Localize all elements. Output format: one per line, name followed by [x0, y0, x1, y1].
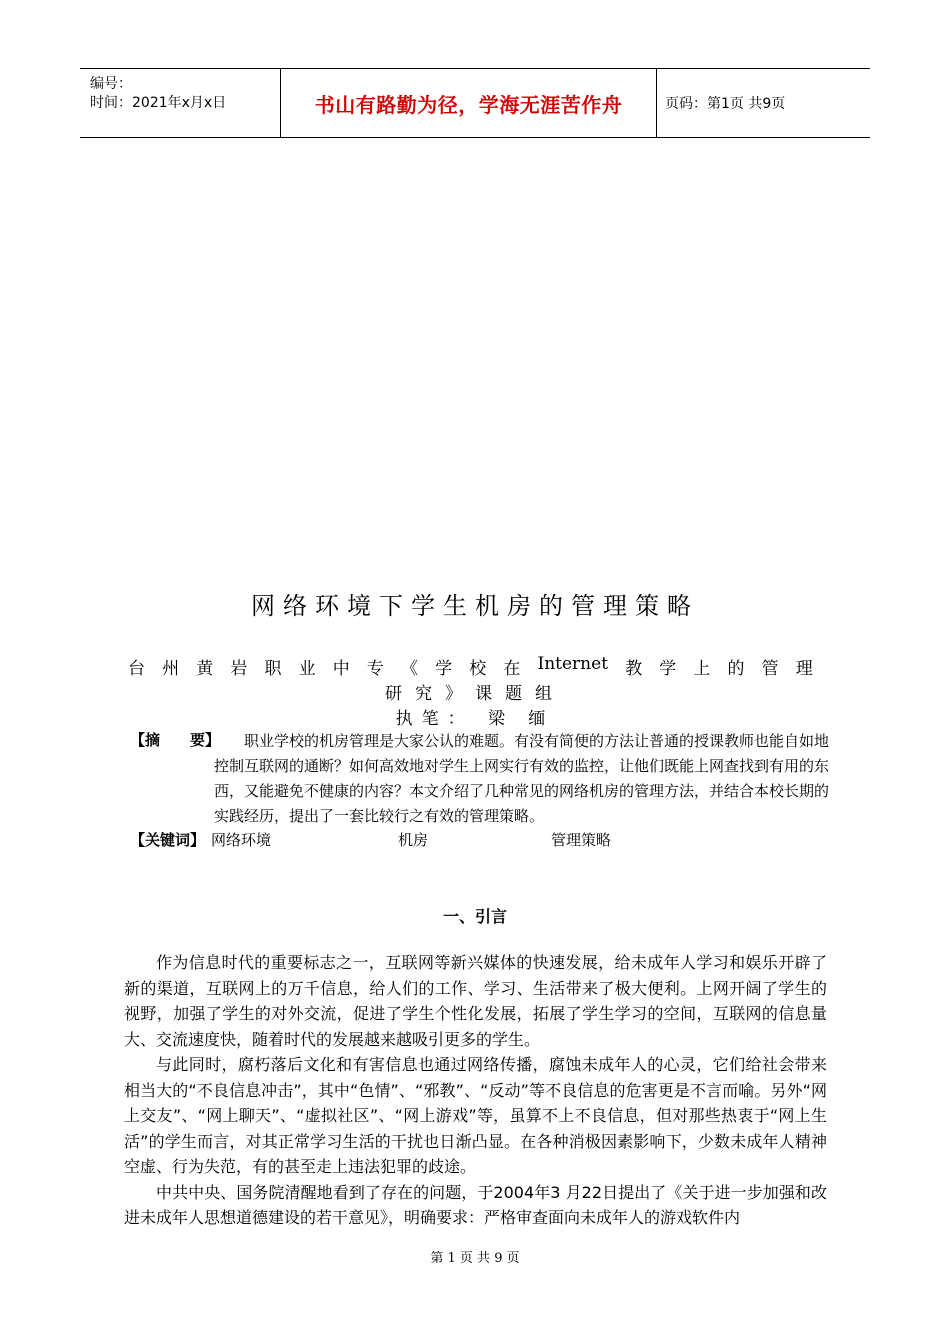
abstract-text: 职业学校的机房管理是大家公认的难题。有没有简便的方法让普通的授课教师也能自如地控制互联网的通断？如何高效地对学生上网实行有效的监控，让他们既能上网查找到有用的东西，又能避免不健康的内容？本文介绍了几种常见的网络机房的管理方法，并结合本校长期的实践经历，提出了一套比较行之有效的管理策略。: [214, 732, 830, 825]
org-char: 理: [795, 659, 813, 679]
org-char: 的: [727, 659, 745, 679]
keyword: 机房: [398, 831, 429, 849]
org-char: 学: [435, 659, 453, 679]
org-char: 职: [264, 659, 282, 679]
paragraph: 作为信息时代的重要标志之一，互联网等新兴媒体的快速发展，给未成年人学习和娱乐开辟了新的渠道，互联网上的万千信息，给人们的工作、学习、生活带来了极大便利。上网开阔了学生的视野，加强了学生的对外交流，促进了学生个性化发展，拓展了学生学习的空间，互联网的信息量大、交流速度快，随着时代的发展越来越吸引更多的学生。: [124, 953, 827, 1049]
org-char: 学: [659, 659, 677, 679]
article-title: 网络环境下学生机房的管理策略: [251, 592, 699, 620]
org-char: 上: [693, 659, 711, 679]
header-table: [80, 68, 870, 138]
org-line-1: [128, 654, 813, 679]
number-label: 编号：: [90, 76, 132, 92]
abstract-label: 【摘 要】: [130, 731, 221, 749]
org-word: Internet: [537, 654, 609, 674]
header-motto-cell: [281, 69, 657, 137]
org-char: 管: [761, 659, 779, 679]
org-char: 业: [298, 659, 316, 679]
org-char: 黄: [196, 659, 214, 679]
org-char: 校: [469, 659, 487, 679]
org-char: 州: [162, 659, 180, 679]
section-heading: 一、引言: [442, 907, 507, 926]
org-char: 《: [401, 659, 418, 679]
org-char: 在: [503, 659, 521, 679]
header-meta-cell: [80, 69, 281, 137]
author-line: 执笔： 梁 缅: [395, 709, 555, 729]
page-info: 页码：第1页 共9页: [665, 96, 786, 112]
org-char: 台: [128, 659, 145, 679]
header-page-cell: [657, 69, 870, 137]
motto: 书山有路勤为径，学海无涯苦作舟: [314, 92, 623, 117]
keywords-label: 【关键词】: [130, 831, 206, 849]
org-char: 专: [366, 659, 384, 679]
paragraph: 中共中央、国务院清醒地看到了存在的问题，于2004年3 月22日提出了《关于进一步加强和改进未成年人思想道德建设的若干意见》，明确要求：严格审查面向未成年人的游戏软件内: [124, 1182, 827, 1227]
page-footer: 第 1 页 共 9 页: [430, 1251, 520, 1266]
body-text: [124, 950, 827, 1231]
keyword: 网络环境: [211, 831, 272, 849]
paragraph: 与此同时，腐朽落后文化和有害信息也通过网络传播，腐蚀未成年人的心灵，它们给社会带来相当大的“不良信息冲击”，其中“色情”、“邪教”、“反动”等不良信息的危害更是不言而喻。另外“网上交友”、“网上聊天”、“虚拟社区”、“网上游戏”等，虽算不上不良信息，但对那些热衷于“网上生活”的学生而言，对其正常学习生活的干扰也日渐凸显。在各种消极因素影响下，少数未成年人精神空虚、行为失范，有的甚至走上违法犯罪的歧途。: [124, 1055, 827, 1176]
org-char: 教: [625, 659, 643, 679]
org-char: 岩: [230, 659, 248, 679]
org-line-2: 研究》课题组: [385, 684, 565, 704]
time-label: 时间：2021年x月x日: [90, 95, 227, 111]
org-char: 中: [332, 659, 350, 679]
keyword: 管理策略: [551, 831, 612, 849]
